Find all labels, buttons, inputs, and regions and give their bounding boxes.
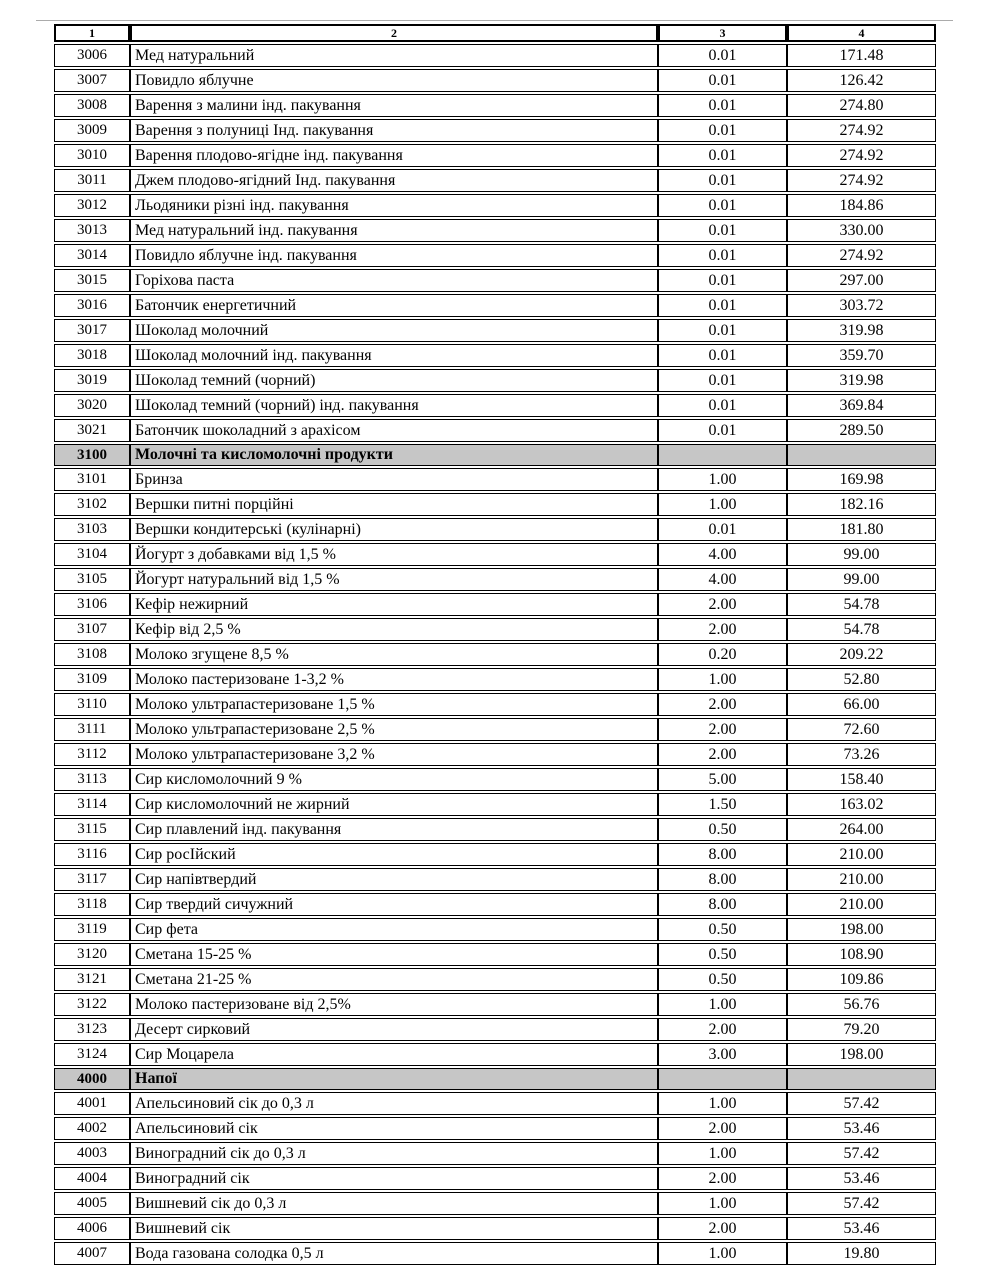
- table-row: [54, 918, 936, 941]
- code-cell: 3121: [54, 968, 130, 991]
- code-cell: 3120: [54, 943, 130, 966]
- price-cell: 264.00: [787, 818, 936, 841]
- name-cell: Шоколад темний (чорний): [130, 369, 658, 392]
- name-cell: Сир фета: [130, 918, 658, 941]
- table-header: [54, 24, 936, 42]
- name-cell: Сир напівтвердий: [130, 868, 658, 891]
- price-cell: 319.98: [787, 369, 936, 392]
- table-row: [54, 194, 936, 217]
- quantity-cell: 0.01: [658, 44, 787, 67]
- table-row: [54, 1242, 936, 1265]
- name-cell: Горіхова паста: [130, 269, 658, 292]
- quantity-cell: 1.00: [658, 668, 787, 691]
- table-row: [54, 169, 936, 192]
- table-row: [54, 269, 936, 292]
- quantity-cell: 0.01: [658, 219, 787, 242]
- price-cell: 99.00: [787, 543, 936, 566]
- code-cell: 3015: [54, 269, 130, 292]
- quantity-cell: [658, 1068, 787, 1090]
- name-cell: Джем плодово-ягідний Інд. пакування: [130, 169, 658, 192]
- name-cell: Напої: [130, 1068, 658, 1090]
- table-row: [54, 668, 936, 691]
- table-row: [54, 868, 936, 891]
- code-cell: 4002: [54, 1117, 130, 1140]
- quantity-cell: 1.00: [658, 1142, 787, 1165]
- code-cell: 3102: [54, 493, 130, 516]
- name-cell: Льодяники різні інд. пакування: [130, 194, 658, 217]
- name-cell: Сир твердий сичужний: [130, 893, 658, 916]
- table-row: [54, 1117, 936, 1140]
- quantity-cell: 0.01: [658, 169, 787, 192]
- code-cell: 3013: [54, 219, 130, 242]
- code-cell: 3104: [54, 543, 130, 566]
- code-cell: 3116: [54, 843, 130, 866]
- code-cell: 3016: [54, 294, 130, 317]
- table-row: [54, 693, 936, 716]
- price-cell: 184.86: [787, 194, 936, 217]
- code-cell: 3103: [54, 518, 130, 541]
- name-cell: Сир Моцарела: [130, 1043, 658, 1066]
- table-row: [54, 843, 936, 866]
- name-cell: Молоко ультрапастеризоване 2,5 %: [130, 718, 658, 741]
- table-row: [54, 568, 936, 591]
- price-cell: 210.00: [787, 843, 936, 866]
- code-cell: 3011: [54, 169, 130, 192]
- table-row: [54, 1217, 936, 1240]
- table-row: [54, 943, 936, 966]
- name-cell: Повидло яблучне інд. пакування: [130, 244, 658, 267]
- name-cell: Молоко пастеризоване 1-3,2 %: [130, 668, 658, 691]
- quantity-cell: 2.00: [658, 743, 787, 766]
- name-cell: Варення плодово-ягідне інд. пакування: [130, 144, 658, 167]
- quantity-cell: 0.01: [658, 69, 787, 92]
- price-cell: 169.98: [787, 468, 936, 491]
- table-row: [54, 44, 936, 67]
- price-cell: 319.98: [787, 319, 936, 342]
- header-col-1: 1: [54, 24, 130, 42]
- table-row: [54, 768, 936, 791]
- quantity-cell: 2.00: [658, 1018, 787, 1041]
- quantity-cell: 2.00: [658, 618, 787, 641]
- table-row: [54, 818, 936, 841]
- price-cell: 57.42: [787, 1142, 936, 1165]
- quantity-cell: 0.50: [658, 818, 787, 841]
- quantity-cell: 0.01: [658, 394, 787, 417]
- price-cell: 274.92: [787, 119, 936, 142]
- code-cell: 3018: [54, 344, 130, 367]
- table-row: [54, 593, 936, 616]
- price-cell: 369.84: [787, 394, 936, 417]
- quantity-cell: 1.00: [658, 1092, 787, 1115]
- name-cell: Вишневий сік: [130, 1217, 658, 1240]
- header-col-3: 3: [658, 24, 787, 42]
- price-list-table: [54, 22, 936, 1267]
- code-cell: 3112: [54, 743, 130, 766]
- table-body: [54, 44, 936, 1265]
- quantity-cell: 4.00: [658, 543, 787, 566]
- code-cell: 3110: [54, 693, 130, 716]
- price-cell: 57.42: [787, 1192, 936, 1215]
- name-cell: Варення з полуниці Інд. пакування: [130, 119, 658, 142]
- header-col-4: 4: [787, 24, 936, 42]
- quantity-cell: 2.00: [658, 718, 787, 741]
- quantity-cell: 2.00: [658, 1217, 787, 1240]
- table-row: [54, 518, 936, 541]
- table-row: [54, 394, 936, 417]
- code-cell: 3017: [54, 319, 130, 342]
- code-cell: 4000: [54, 1068, 130, 1090]
- code-cell: 3020: [54, 394, 130, 417]
- name-cell: Сир кисломолочний 9 %: [130, 768, 658, 791]
- table-row: [54, 69, 936, 92]
- table-row: [54, 419, 936, 442]
- quantity-cell: 2.00: [658, 1117, 787, 1140]
- table-row: [54, 94, 936, 117]
- price-cell: 19.80: [787, 1242, 936, 1265]
- price-cell: 53.46: [787, 1117, 936, 1140]
- price-cell: 210.00: [787, 868, 936, 891]
- price-cell: 52.80: [787, 668, 936, 691]
- code-cell: 3100: [54, 444, 130, 466]
- price-cell: 274.92: [787, 169, 936, 192]
- table-row: [54, 618, 936, 641]
- code-cell: 3101: [54, 468, 130, 491]
- quantity-cell: 0.01: [658, 119, 787, 142]
- name-cell: Сметана 21-25 %: [130, 968, 658, 991]
- name-cell: Виноградний сік: [130, 1167, 658, 1190]
- table-row: [54, 893, 936, 916]
- code-cell: 3019: [54, 369, 130, 392]
- table-row: [54, 294, 936, 317]
- name-cell: Батончик енергетичний: [130, 294, 658, 317]
- name-cell: Йогурт натуральний від 1,5 %: [130, 568, 658, 591]
- quantity-cell: 2.00: [658, 593, 787, 616]
- quantity-cell: 0.50: [658, 918, 787, 941]
- section-row: [54, 1068, 936, 1090]
- quantity-cell: 0.01: [658, 194, 787, 217]
- price-cell: 289.50: [787, 419, 936, 442]
- price-cell: 72.60: [787, 718, 936, 741]
- table-row: [54, 1018, 936, 1041]
- page-crop-artifact-line: [36, 20, 953, 21]
- price-cell: 210.00: [787, 893, 936, 916]
- quantity-cell: 1.00: [658, 493, 787, 516]
- name-cell: Молочні та кисломолочні продукти: [130, 444, 658, 466]
- section-row: [54, 444, 936, 466]
- quantity-cell: 2.00: [658, 693, 787, 716]
- price-cell: 99.00: [787, 568, 936, 591]
- table-row: [54, 1142, 936, 1165]
- code-cell: 3124: [54, 1043, 130, 1066]
- price-cell: 330.00: [787, 219, 936, 242]
- code-cell: 3108: [54, 643, 130, 666]
- name-cell: Десерт сирковий: [130, 1018, 658, 1041]
- table-row: [54, 718, 936, 741]
- name-cell: Шоколад молочний інд. пакування: [130, 344, 658, 367]
- code-cell: 3119: [54, 918, 130, 941]
- table-row: [54, 144, 936, 167]
- price-cell: 126.42: [787, 69, 936, 92]
- name-cell: Виноградний сік до 0,3 л: [130, 1142, 658, 1165]
- quantity-cell: 0.01: [658, 419, 787, 442]
- code-cell: 3021: [54, 419, 130, 442]
- header-col-2: 2: [130, 24, 658, 42]
- code-cell: 3109: [54, 668, 130, 691]
- quantity-cell: 0.01: [658, 244, 787, 267]
- price-cell: [787, 1068, 936, 1090]
- quantity-cell: 0.01: [658, 319, 787, 342]
- name-cell: Сир плавлений інд. пакування: [130, 818, 658, 841]
- quantity-cell: 1.00: [658, 1242, 787, 1265]
- table-row: [54, 1043, 936, 1066]
- name-cell: Вершки питні порційні: [130, 493, 658, 516]
- name-cell: Сметана 15-25 %: [130, 943, 658, 966]
- price-cell: 79.20: [787, 1018, 936, 1041]
- quantity-cell: 0.50: [658, 968, 787, 991]
- code-cell: 3105: [54, 568, 130, 591]
- name-cell: Шоколад темний (чорний) інд. пакування: [130, 394, 658, 417]
- code-cell: 3122: [54, 993, 130, 1016]
- code-cell: 3010: [54, 144, 130, 167]
- price-cell: 297.00: [787, 269, 936, 292]
- price-cell: 53.46: [787, 1217, 936, 1240]
- name-cell: Шоколад молочний: [130, 319, 658, 342]
- price-cell: 274.92: [787, 144, 936, 167]
- price-cell: 57.42: [787, 1092, 936, 1115]
- price-cell: 303.72: [787, 294, 936, 317]
- price-cell: 53.46: [787, 1167, 936, 1190]
- table-row: [54, 1167, 936, 1190]
- price-cell: 66.00: [787, 693, 936, 716]
- quantity-cell: 0.20: [658, 643, 787, 666]
- price-cell: 198.00: [787, 1043, 936, 1066]
- price-cell: 182.16: [787, 493, 936, 516]
- code-cell: 4006: [54, 1217, 130, 1240]
- name-cell: Варення з малини інд. пакування: [130, 94, 658, 117]
- quantity-cell: 8.00: [658, 893, 787, 916]
- table-row: [54, 119, 936, 142]
- code-cell: 3107: [54, 618, 130, 641]
- code-cell: 4007: [54, 1242, 130, 1265]
- price-cell: 198.00: [787, 918, 936, 941]
- price-cell: [787, 444, 936, 466]
- code-cell: 4001: [54, 1092, 130, 1115]
- code-cell: 3106: [54, 593, 130, 616]
- table-row: [54, 993, 936, 1016]
- table-row: [54, 1192, 936, 1215]
- code-cell: 3111: [54, 718, 130, 741]
- quantity-cell: [658, 444, 787, 466]
- table-row: [54, 344, 936, 367]
- price-cell: 54.78: [787, 593, 936, 616]
- price-cell: 209.22: [787, 643, 936, 666]
- quantity-cell: 4.00: [658, 568, 787, 591]
- name-cell: Вишневий сік до 0,3 л: [130, 1192, 658, 1215]
- quantity-cell: 0.50: [658, 943, 787, 966]
- price-cell: 108.90: [787, 943, 936, 966]
- name-cell: Йогурт з добавками від 1,5 %: [130, 543, 658, 566]
- table-row: [54, 244, 936, 267]
- name-cell: Вершки кондитерські (кулінарні): [130, 518, 658, 541]
- code-cell: 3123: [54, 1018, 130, 1041]
- quantity-cell: 1.50: [658, 793, 787, 816]
- name-cell: Молоко згущене 8,5 %: [130, 643, 658, 666]
- code-cell: 3114: [54, 793, 130, 816]
- name-cell: Сир росІйский: [130, 843, 658, 866]
- price-cell: 54.78: [787, 618, 936, 641]
- price-cell: 359.70: [787, 344, 936, 367]
- name-cell: Сир кисломолочний не жирний: [130, 793, 658, 816]
- name-cell: Бринза: [130, 468, 658, 491]
- price-cell: 171.48: [787, 44, 936, 67]
- price-cell: 158.40: [787, 768, 936, 791]
- code-cell: 3117: [54, 868, 130, 891]
- code-cell: 3007: [54, 69, 130, 92]
- quantity-cell: 8.00: [658, 843, 787, 866]
- quantity-cell: 1.00: [658, 993, 787, 1016]
- quantity-cell: 0.01: [658, 294, 787, 317]
- name-cell: Мед натуральний: [130, 44, 658, 67]
- quantity-cell: 1.00: [658, 1192, 787, 1215]
- price-cell: 56.76: [787, 993, 936, 1016]
- price-cell: 274.92: [787, 244, 936, 267]
- code-cell: 3014: [54, 244, 130, 267]
- quantity-cell: 0.01: [658, 344, 787, 367]
- price-cell: 163.02: [787, 793, 936, 816]
- table-row: [54, 468, 936, 491]
- code-cell: 3012: [54, 194, 130, 217]
- table-row: [54, 968, 936, 991]
- price-cell: 109.86: [787, 968, 936, 991]
- table-row: [54, 643, 936, 666]
- header-row: [54, 24, 936, 42]
- name-cell: Молоко пастеризоване від 2,5%: [130, 993, 658, 1016]
- name-cell: Мед натуральний інд. пакування: [130, 219, 658, 242]
- code-cell: 3113: [54, 768, 130, 791]
- name-cell: Батончик шоколадний з арахісом: [130, 419, 658, 442]
- table-row: [54, 369, 936, 392]
- name-cell: Апельсиновий сік до 0,3 л: [130, 1092, 658, 1115]
- code-cell: 3009: [54, 119, 130, 142]
- quantity-cell: 1.00: [658, 468, 787, 491]
- name-cell: Молоко ультрапастеризоване 3,2 %: [130, 743, 658, 766]
- quantity-cell: 0.01: [658, 369, 787, 392]
- quantity-cell: 8.00: [658, 868, 787, 891]
- quantity-cell: 0.01: [658, 94, 787, 117]
- quantity-cell: 0.01: [658, 518, 787, 541]
- table-row: [54, 793, 936, 816]
- code-cell: 4004: [54, 1167, 130, 1190]
- name-cell: Повидло яблучне: [130, 69, 658, 92]
- quantity-cell: 3.00: [658, 1043, 787, 1066]
- code-cell: 3115: [54, 818, 130, 841]
- name-cell: Вода газована солодка 0,5 л: [130, 1242, 658, 1265]
- table-row: [54, 1092, 936, 1115]
- code-cell: 4003: [54, 1142, 130, 1165]
- table-row: [54, 543, 936, 566]
- table-row: [54, 219, 936, 242]
- price-cell: 181.80: [787, 518, 936, 541]
- name-cell: Кефір нежирний: [130, 593, 658, 616]
- name-cell: Молоко ультрапастеризоване 1,5 %: [130, 693, 658, 716]
- quantity-cell: 5.00: [658, 768, 787, 791]
- price-cell: 73.26: [787, 743, 936, 766]
- name-cell: Кефір від 2,5 %: [130, 618, 658, 641]
- code-cell: 4005: [54, 1192, 130, 1215]
- code-cell: 3006: [54, 44, 130, 67]
- name-cell: Апельсиновий сік: [130, 1117, 658, 1140]
- quantity-cell: 2.00: [658, 1167, 787, 1190]
- quantity-cell: 0.01: [658, 269, 787, 292]
- table-row: [54, 319, 936, 342]
- price-cell: 274.80: [787, 94, 936, 117]
- table-row: [54, 493, 936, 516]
- code-cell: 3008: [54, 94, 130, 117]
- quantity-cell: 0.01: [658, 144, 787, 167]
- code-cell: 3118: [54, 893, 130, 916]
- table-row: [54, 743, 936, 766]
